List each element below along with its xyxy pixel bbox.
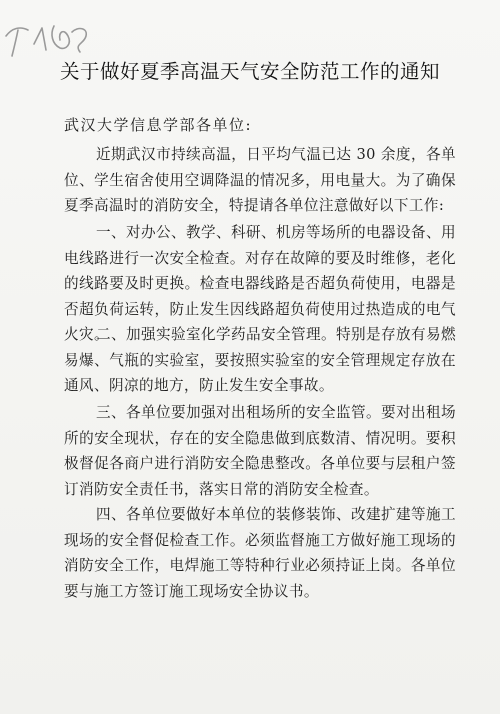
paragraph-item-1: 一、对办公、教学、科研、机房等场所的电器设备、用电线路进行一次安全检查。对存在故障的要及时维修，老化的线路要及时更换。检查电器线路是否超负荷使用，电器是否超负荷运转，防止发生因线路超负荷使用过热造成的电气火灾。 (64, 224, 456, 344)
paragraph-item-2: 二、加强实验室化学药品安全管理。特别是存放有易燃易爆、气瓶的实验室，要按照实验室的安全管理规定存放在通风、阴凉的地方，防止发生安全事故。 (64, 326, 456, 395)
paragraph-item-3: 三、各单位要加强对出租场所的安全监管。要对出租场所的安全现状，存在的安全隐患做到底数清、情况明。要积极督促各商户进行消防安全隐患整改。各单位要与层租户签订消防安全责任书，落实日常的消防安全检查。 (64, 404, 456, 498)
salutation: 武汉大学信息学部各单位: (64, 116, 253, 134)
paragraph-intro: 近期武汉市持续高温，日平均气温已达 30 余度，各单位、学生宿舍使用空调降温的情况多，用电量大。为了确保夏季高温时的消防安全，特提请各单位注意做好以下工作: (64, 146, 456, 215)
paragraph-item-4: 四、各单位要做好本单位的装修装饰、改建扩建等施工现场的安全督促检查工作。必须监督施工方做好施工现场的消防安全工作，电焊施工等特种行业必须持证上岗。各单位要与施工方签订施工现场安全协议书。 (64, 506, 456, 600)
document-title: 关于做好夏季高温天气安全防范工作的通知 (59, 60, 440, 83)
